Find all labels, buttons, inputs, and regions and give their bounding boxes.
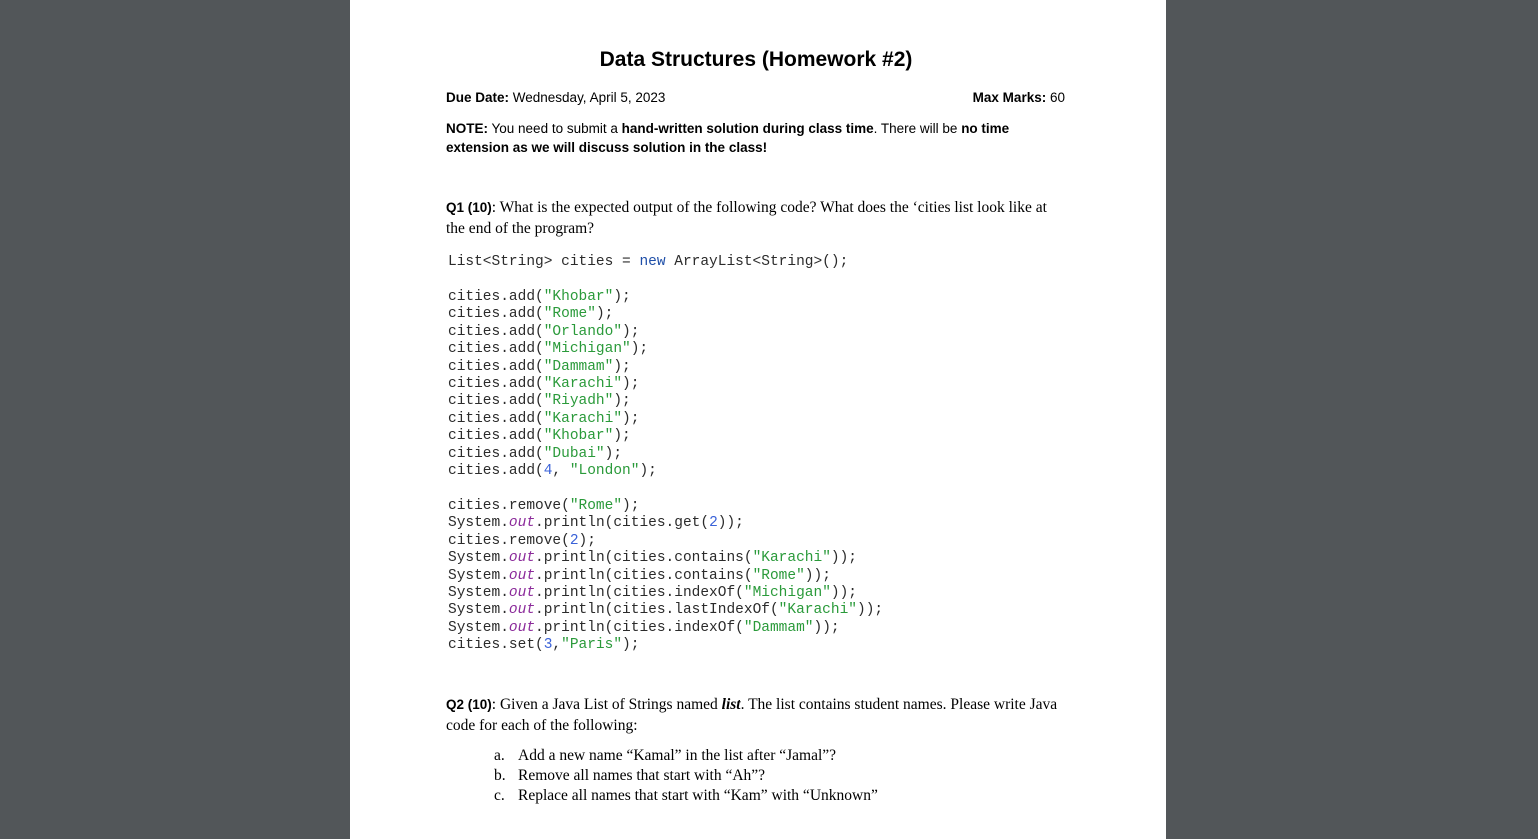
code-line (448, 306, 657, 323)
code-number: 3 (543, 637, 553, 654)
code-token: )); (830, 550, 858, 567)
list-item-text: Remove all names that start with “Ah”? (518, 767, 766, 784)
code-line (448, 359, 657, 376)
list-item (494, 786, 878, 806)
code-static-field: out (508, 602, 536, 619)
code-string: "London" (569, 462, 640, 479)
code-static-field: out (508, 567, 536, 584)
code-token: cities.add( (448, 341, 544, 358)
code-line (448, 341, 657, 358)
code-token: System. (448, 550, 509, 567)
code-token: ); (595, 306, 614, 323)
code-number: 2 (569, 532, 579, 549)
code-token: ); (622, 323, 640, 340)
code-string: "Dammam" (743, 619, 814, 636)
code-token: ); (639, 462, 657, 479)
q1-label: Q1 (10) (446, 200, 492, 215)
list-item-text: Replace all names that start with “Kam” with “Unknown” (518, 787, 878, 804)
code-token: cities.add( (448, 428, 544, 445)
code-line (448, 446, 657, 463)
list-item (494, 766, 878, 786)
code-string: "Paris" (561, 637, 623, 654)
code-static-field: out (508, 550, 536, 567)
code-line (448, 620, 883, 637)
code-line (448, 533, 883, 550)
code-token: .println(cities.contains( (535, 550, 753, 567)
q1-text: : What is the expected output of the following code? What does the ‘cities list look like at the end of the program? (446, 199, 1047, 237)
code-token: .println(cities.contains( (535, 567, 753, 584)
code-token: System. (448, 515, 509, 532)
code-token: cities.add( (448, 445, 544, 462)
code-token: cities.add( (448, 393, 544, 410)
code-token: System. (448, 619, 509, 636)
list-marker: b. (494, 767, 506, 784)
code-operations-block (448, 498, 883, 655)
code-token: )); (830, 584, 857, 601)
code-token: cities.remove( (448, 532, 570, 549)
due-date (446, 90, 665, 105)
code-token: ); (613, 289, 631, 305)
code-token: )); (813, 619, 840, 636)
code-static-field: out (508, 515, 536, 532)
code-token: )); (857, 602, 884, 619)
code-token: List<String> cities = (448, 254, 640, 270)
code-string: "Michigan" (543, 341, 631, 358)
due-date-value: Wednesday, April 5, 2023 (509, 90, 666, 105)
code-token: System. (448, 567, 509, 584)
note-text-1: You need to submit a (488, 121, 622, 136)
code-token: ); (613, 428, 631, 445)
code-token: ); (622, 637, 640, 654)
question-2 (446, 695, 1066, 736)
code-token: cities.add( (448, 375, 544, 392)
code-number: 2 (709, 515, 718, 532)
code-token: ); (630, 341, 649, 358)
code-line (448, 550, 883, 567)
code-string: "Karachi" (778, 602, 857, 619)
due-date-label: Due Date: (446, 90, 510, 105)
code-token: cities.set( (448, 637, 544, 654)
code-token: ); (613, 393, 631, 410)
code-token: )); (717, 515, 744, 532)
note-paragraph (446, 119, 1066, 157)
code-string: "Karachi" (752, 550, 831, 567)
code-line (448, 602, 883, 619)
q2-label: Q2 (10) (446, 697, 492, 712)
code-string: "Rome" (543, 306, 596, 323)
code-string: "Khobar" (543, 289, 614, 305)
q2-emphasis: list (721, 696, 741, 713)
code-line (448, 324, 657, 341)
max-marks (973, 90, 1065, 105)
header-row (446, 90, 1066, 105)
note-label: NOTE: (446, 121, 488, 136)
code-token: cities.add( (448, 462, 544, 479)
code-line (448, 411, 657, 428)
code-line (448, 428, 657, 445)
note-bold-1: hand-written solution during class time (621, 121, 874, 136)
code-token: ); (622, 498, 640, 514)
code-token: cities.add( (448, 289, 544, 305)
code-line (448, 393, 657, 410)
list-marker: c. (494, 787, 505, 804)
code-token: ); (622, 375, 640, 392)
code-token: , (552, 637, 562, 654)
code-line (448, 289, 657, 306)
code-token: System. (448, 584, 509, 601)
code-token: .println(cities.indexOf( (535, 584, 744, 601)
code-token: cities.add( (448, 410, 544, 427)
code-token: ); (613, 358, 631, 375)
code-add-block (448, 289, 657, 480)
code-string: "Karachi" (543, 375, 623, 392)
note-text-2: . There will be (873, 121, 962, 136)
code-string: "Dammam" (543, 358, 614, 375)
code-static-field: out (508, 619, 536, 636)
code-token: .println(cities.indexOf( (535, 619, 744, 636)
code-line (448, 376, 657, 393)
code-string: "Khobar" (543, 428, 614, 445)
code-token: .println(cities.lastIndexOf( (535, 602, 779, 619)
code-line (448, 585, 883, 602)
code-token: .println(cities.get( (535, 515, 710, 532)
list-item-text: Add a new name “Kamal” in the list after “Jamal”? (518, 747, 837, 764)
code-string: "Rome" (752, 567, 805, 584)
code-string: "Riyadh" (543, 393, 614, 410)
q2-text-1: : Given a Java List of Strings named (491, 696, 722, 713)
code-line (448, 463, 657, 480)
code-token: ); (604, 445, 623, 462)
code-token: cities.add( (448, 323, 544, 340)
code-string: "Dubai" (543, 445, 605, 462)
code-token: cities.add( (448, 358, 544, 375)
list-marker: a. (494, 747, 505, 764)
code-keyword: new (639, 254, 666, 270)
code-token: )); (804, 567, 831, 584)
document-title: Data Structures (Homework #2) (599, 48, 913, 71)
code-string: "Karachi" (543, 410, 623, 427)
max-marks-label: Max Marks: (972, 90, 1047, 105)
code-token: cities.add( (448, 306, 544, 323)
code-declaration (448, 254, 848, 271)
code-token: cities.remove( (448, 498, 570, 514)
document-page (350, 0, 1166, 839)
max-marks-value: 60 (1046, 90, 1065, 105)
q2-task-list (494, 746, 878, 806)
code-string: "Orlando" (543, 323, 623, 340)
code-token: ArrayList<String>(); (665, 254, 849, 270)
list-item (494, 746, 878, 766)
code-line (448, 254, 848, 271)
code-string: "Michigan" (743, 584, 831, 601)
code-token: , (552, 462, 570, 479)
code-token: ); (622, 410, 640, 427)
q2-text-2: . The list contains student names. Please write Java code for each of the following: (446, 696, 1058, 734)
code-line (448, 498, 883, 515)
code-line (448, 515, 883, 532)
note-bold-2: no time extension as we will discuss solution in the class! (446, 121, 1010, 155)
code-string: "Rome" (569, 498, 623, 514)
code-line (448, 637, 883, 654)
code-static-field: out (508, 584, 536, 601)
code-line (448, 568, 883, 585)
question-1 (446, 198, 1066, 239)
code-number: 4 (543, 462, 553, 479)
code-token: ); (578, 532, 596, 549)
code-token: System. (448, 602, 509, 619)
